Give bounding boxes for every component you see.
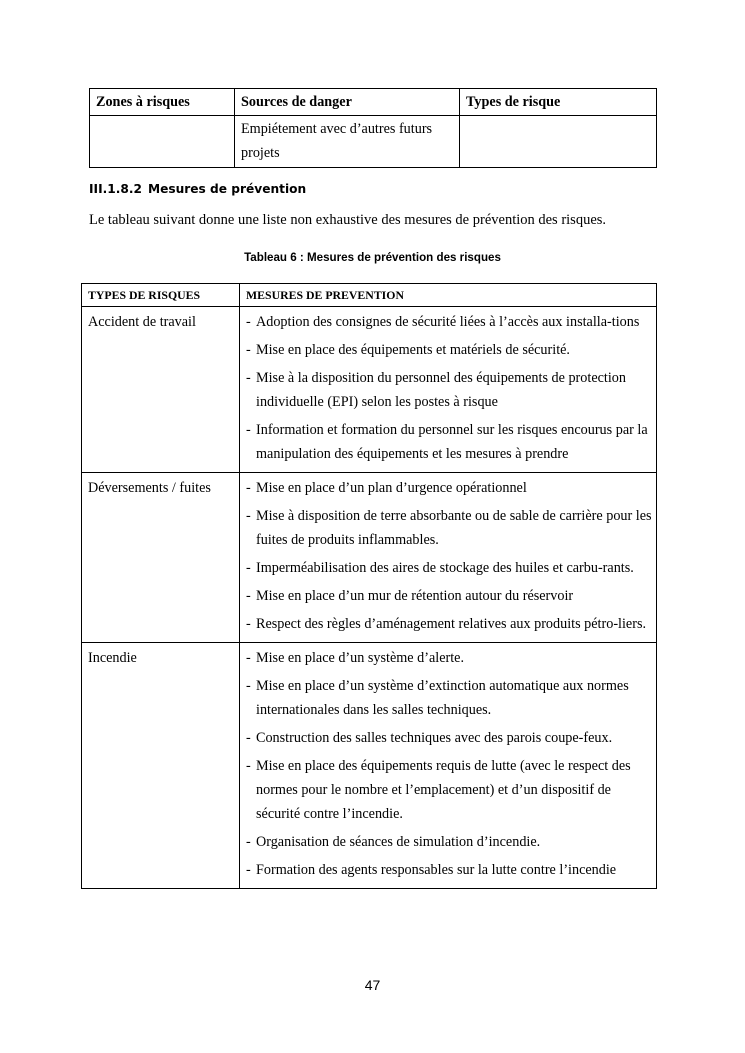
measure-text: Mise en place des équipements et matériels de sécurité.	[256, 342, 570, 358]
measure-text: Imperméabilisation des aires de stockage des huiles et carbu-rants.	[256, 560, 634, 576]
measure-text: Adoption des consignes de sécurité liées à l’accès aux installa-tions	[256, 314, 640, 330]
table-row	[82, 643, 657, 889]
measure-item	[246, 476, 652, 500]
measure-item	[246, 754, 652, 826]
bullet-dash: -	[246, 862, 251, 878]
risk-sources-table	[89, 88, 657, 168]
measure-text: Construction des salles techniques avec des parois coupe-feux.	[256, 730, 613, 746]
bullet-dash: -	[246, 678, 251, 694]
header-prevention-measures: MESURES DE PREVENTION	[240, 284, 657, 307]
measure-item	[246, 310, 652, 334]
intro-paragraph: Le tableau suivant donne une liste non exhaustive des mesures de prévention des risques.	[89, 212, 607, 228]
table-caption: Tableau 6 : Mesures de prévention des risques	[244, 251, 501, 264]
measure-item	[246, 646, 652, 670]
bullet-dash: -	[246, 650, 251, 666]
bullet-dash: -	[246, 342, 251, 358]
table-row	[82, 307, 657, 473]
header-sources: Sources de danger	[235, 89, 460, 116]
measure-text: Mise à la disposition du personnel des équipements de protection individuelle (EPI) selon les postes à risque	[256, 370, 626, 410]
measure-text: Mise en place d’un système d’alerte.	[256, 650, 465, 666]
measures-cell	[240, 473, 657, 643]
prevention-table-body	[82, 307, 657, 889]
section-number: III.1.8.2	[89, 182, 142, 196]
table-header-row	[90, 89, 657, 116]
measure-text: Mise en place des équipements requis de lutte (avec le respect des normes pour le nombre et l’emplacement) et d’un dispositif de sécurité contre l’incendie.	[256, 758, 631, 822]
measure-item	[246, 612, 652, 636]
measures-cell	[240, 643, 657, 889]
measure-item	[246, 366, 652, 414]
prevention-table	[81, 283, 657, 889]
cell-source: Empiétement avec d’autres futurs projets	[235, 116, 460, 168]
header-risk-types: TYPES DE RISQUES	[82, 284, 240, 307]
measure-item	[246, 858, 652, 882]
measure-item	[246, 418, 652, 466]
cell-zone	[90, 116, 235, 168]
bullet-dash: -	[246, 758, 251, 774]
table-row	[82, 473, 657, 643]
bullet-dash: -	[246, 588, 251, 604]
measure-item	[246, 726, 652, 750]
table-header-row	[82, 284, 657, 307]
bullet-dash: -	[246, 314, 251, 330]
bullet-dash: -	[246, 422, 251, 438]
measure-text: Information et formation du personnel sur les risques encourus par la manipulation des équipements et les mesures à prendre	[256, 422, 648, 462]
measure-text: Mise en place d’un mur de rétention autour du réservoir	[256, 588, 574, 604]
risk-type-cell: Déversements / fuites	[82, 473, 240, 643]
measure-text: Mise à disposition de terre absorbante ou de sable de carrière pour les fuites de produits inflammables.	[256, 508, 652, 548]
measure-item	[246, 338, 652, 362]
measure-text: Mise en place d’un système d’extinction automatique aux normes internationales dans les salles techniques.	[256, 678, 629, 718]
bullet-dash: -	[246, 730, 251, 746]
risk-type-cell: Incendie	[82, 643, 240, 889]
measure-text: Mise en place d’un plan d’urgence opérationnel	[256, 480, 527, 496]
page-number: 47	[364, 977, 381, 993]
cell-type	[460, 116, 657, 168]
bullet-dash: -	[246, 480, 251, 496]
table-row	[90, 116, 657, 168]
header-types: Types de risque	[460, 89, 657, 116]
bullet-dash: -	[246, 508, 251, 524]
bullet-dash: -	[246, 834, 251, 850]
measure-item	[246, 504, 652, 552]
bullet-dash: -	[246, 560, 251, 576]
measure-item	[246, 674, 652, 722]
measure-text: Organisation de séances de simulation d’incendie.	[256, 834, 541, 850]
risk-type-cell: Accident de travail	[82, 307, 240, 473]
bullet-dash: -	[246, 370, 251, 386]
bullet-dash: -	[246, 616, 251, 632]
header-zones: Zones à risques	[90, 89, 235, 116]
measure-text: Formation des agents responsables sur la lutte contre l’incendie	[256, 862, 617, 878]
measure-item	[246, 830, 652, 854]
measure-text: Respect des règles d’aménagement relatives aux produits pétro-liers.	[256, 616, 647, 632]
measure-item	[246, 584, 652, 608]
measure-item	[246, 556, 652, 580]
measures-cell	[240, 307, 657, 473]
section-heading	[89, 182, 306, 196]
section-title: Mesures de prévention	[147, 182, 307, 196]
